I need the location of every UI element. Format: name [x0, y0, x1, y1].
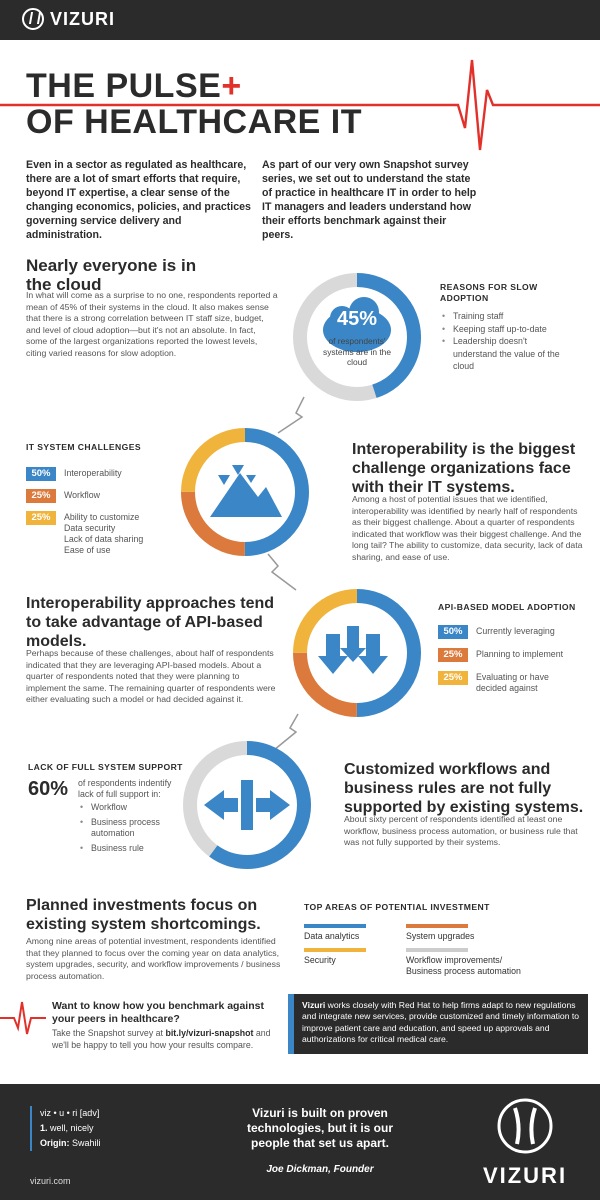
survey-link[interactable]: bit.ly/vizuri-snapshot	[165, 1028, 254, 1038]
cta-heading: Want to know how you benchmark against your peers in healthcare?	[52, 1000, 264, 1025]
challenges-body: Among a host of potential issues that we identified, interoperability was identified by nearly half of respondents as their biggest challenge. About a quarter of respondents indicated that workflow was their biggest challenge. And the long tail? The ability to customize, data security, lack of data sharing, and ease of use.	[352, 494, 583, 562]
investment-color-bar	[406, 924, 468, 928]
stat-label: Ability to customize Data security Lack of data sharing Ease of use	[64, 512, 144, 555]
intro-left: Even in a sector as regulated as healthcare, there are a lot of smart efforts that require, beyond IT expertise, a clear sense of the changing economics, policies, and practices governing service delivery and administration.	[26, 159, 251, 241]
investment-heading: Planned investments focus on existing system shortcomings.	[26, 897, 261, 933]
api-stat	[438, 625, 555, 639]
footer	[0, 1084, 600, 1200]
brand-logo[interactable]	[22, 8, 115, 30]
cloud-pct-caption: of respondents' systems are in the cloud	[323, 336, 391, 367]
founder-name: Joe Dickman, Founder	[266, 1164, 374, 1175]
stat-label: Planning to implement	[476, 649, 564, 659]
page-title: THE PULSE+ OF HEALTHCARE IT	[26, 67, 363, 141]
api-title: API-BASED MODEL ADOPTION	[438, 602, 576, 612]
api-stat	[438, 671, 576, 694]
api-body: Perhaps because of these challenges, about half of respondents indicated that they are leveraging API-based models. About a quarter of respondents noted that they were planning to implement the same. The remaining quarter of respondents were either evaluating such a model or had decided against it.	[26, 648, 276, 705]
pct-badge: 25%	[26, 511, 56, 525]
support-pct: 60%	[28, 778, 69, 800]
split-arrows-icon	[204, 780, 290, 830]
cta-body: Take the Snapshot survey at bit.ly/vizuri-snapshot and we'll be happy to tell you how your results compare.	[52, 1028, 271, 1050]
list-item: • Keeping staff up-to-date	[440, 323, 570, 336]
support-caption: of respondents indentify lack of full support in:	[78, 778, 172, 799]
reasons-list	[440, 310, 570, 373]
investment-color-bar	[304, 924, 366, 928]
challenge-stat	[26, 511, 143, 556]
challenges-donut-chart	[178, 425, 312, 559]
pulse-icon	[0, 996, 50, 1040]
investment-item: Security	[304, 948, 366, 966]
converging-arrows-icon	[318, 626, 388, 674]
brand-name: VIZURI	[50, 8, 116, 29]
footer-logo[interactable]	[470, 1096, 580, 1189]
founder-quote: Vizuri is built on proven technologies, but it is our people that set us apart.	[246, 1106, 393, 1150]
intro-right: As part of our very own Snapshot survey series, we set out to understand the state of practice in healthcare IT in order to help IT managers and leaders understand how their efforts benchmark against their peers.	[262, 159, 477, 241]
list-item: • Business rule	[78, 843, 188, 855]
investment-body: Among nine areas of potential investment, respondents identified that they planned to focus over the coming year on data analytics, system upgrades, security, and workflow improvements / business process automation.	[26, 936, 281, 981]
stat-label: Evaluating or have decided against	[476, 672, 549, 693]
challenge-stat	[26, 489, 100, 503]
list-item: • Business process automation	[78, 817, 188, 840]
cloud-heading: Nearly everyone is in the cloud	[26, 256, 197, 294]
investment-title: TOP AREAS OF POTENTIAL INVESTMENT	[304, 902, 490, 912]
investment-item: Workflow improvements/ Business process automation	[406, 948, 576, 977]
brand-name: VIZURI	[482, 1163, 568, 1188]
about-box: Vizuri works closely with Red Hat to help firms adapt to new regulations and integrate new services, provide customized and timely information to improve patient care and education, and speed up approvals and authorizations for critical medical care.	[288, 994, 588, 1054]
cloud-pct: 45%	[336, 308, 378, 330]
stat-label: Currently leveraging	[476, 626, 555, 636]
pct-badge: 50%	[438, 625, 468, 639]
api-heading: Interoperability approaches tend to take advantage of API-based models.	[26, 595, 275, 650]
reasons-title: REASONS FOR SLOW ADOPTION	[440, 282, 538, 303]
pct-badge: 25%	[438, 648, 468, 662]
list-item: • Leadership doesn't understand the value of the cloud	[440, 335, 570, 373]
cloud-body: In what will come as a surprise to no one, respondents reported a mean of 45% of their systems in the cloud. It also makes sense that there is a strong correlation between IT staff size, budget, and level of cloud adoption—but it's not an absolute. In fact, some of the largest organizations reported the lowest levels, citing varied reasons for slow adoption.	[26, 290, 278, 358]
pct-badge: 25%	[438, 671, 468, 685]
support-title: LACK OF FULL SYSTEM SUPPORT	[28, 762, 183, 772]
support-list	[78, 802, 188, 854]
stat-label: Interoperability	[64, 468, 122, 478]
mountain-icon	[210, 465, 282, 517]
website-link[interactable]: vizuri.com	[30, 1176, 71, 1186]
vizuri-logo-icon	[22, 8, 44, 30]
list-item: • Workflow	[78, 802, 188, 814]
challenges-heading: Interoperability is the biggest challenge organizations face with their IT systems.	[352, 441, 576, 496]
api-stat	[438, 648, 563, 662]
vizuri-logo-icon	[495, 1096, 555, 1156]
pct-badge: 50%	[26, 467, 56, 481]
challenge-stat	[26, 467, 122, 481]
top-bar	[0, 0, 600, 40]
investment-item: Data analytics	[304, 924, 366, 942]
api-donut-chart	[290, 586, 424, 720]
investment-item: System upgrades	[406, 924, 474, 942]
investment-color-bar	[406, 948, 468, 952]
stat-label: Workflow	[64, 490, 101, 500]
definition: viz • u • ri [adv] 1. well, nicely Origin: Swahili	[30, 1106, 101, 1151]
support-donut-chart	[180, 738, 314, 872]
support-body: About sixty percent of respondents identified at least one workflow, business process automation, or business rule that was not fully supported by their systems.	[344, 814, 578, 848]
investment-color-bar	[304, 948, 366, 952]
support-heading: Customized workflows and business rules are not fully supported by existing systems.	[344, 761, 584, 816]
list-item: • Training staff	[440, 310, 570, 323]
challenges-title: IT SYSTEM CHALLENGES	[26, 442, 141, 452]
pct-badge: 25%	[26, 489, 56, 503]
